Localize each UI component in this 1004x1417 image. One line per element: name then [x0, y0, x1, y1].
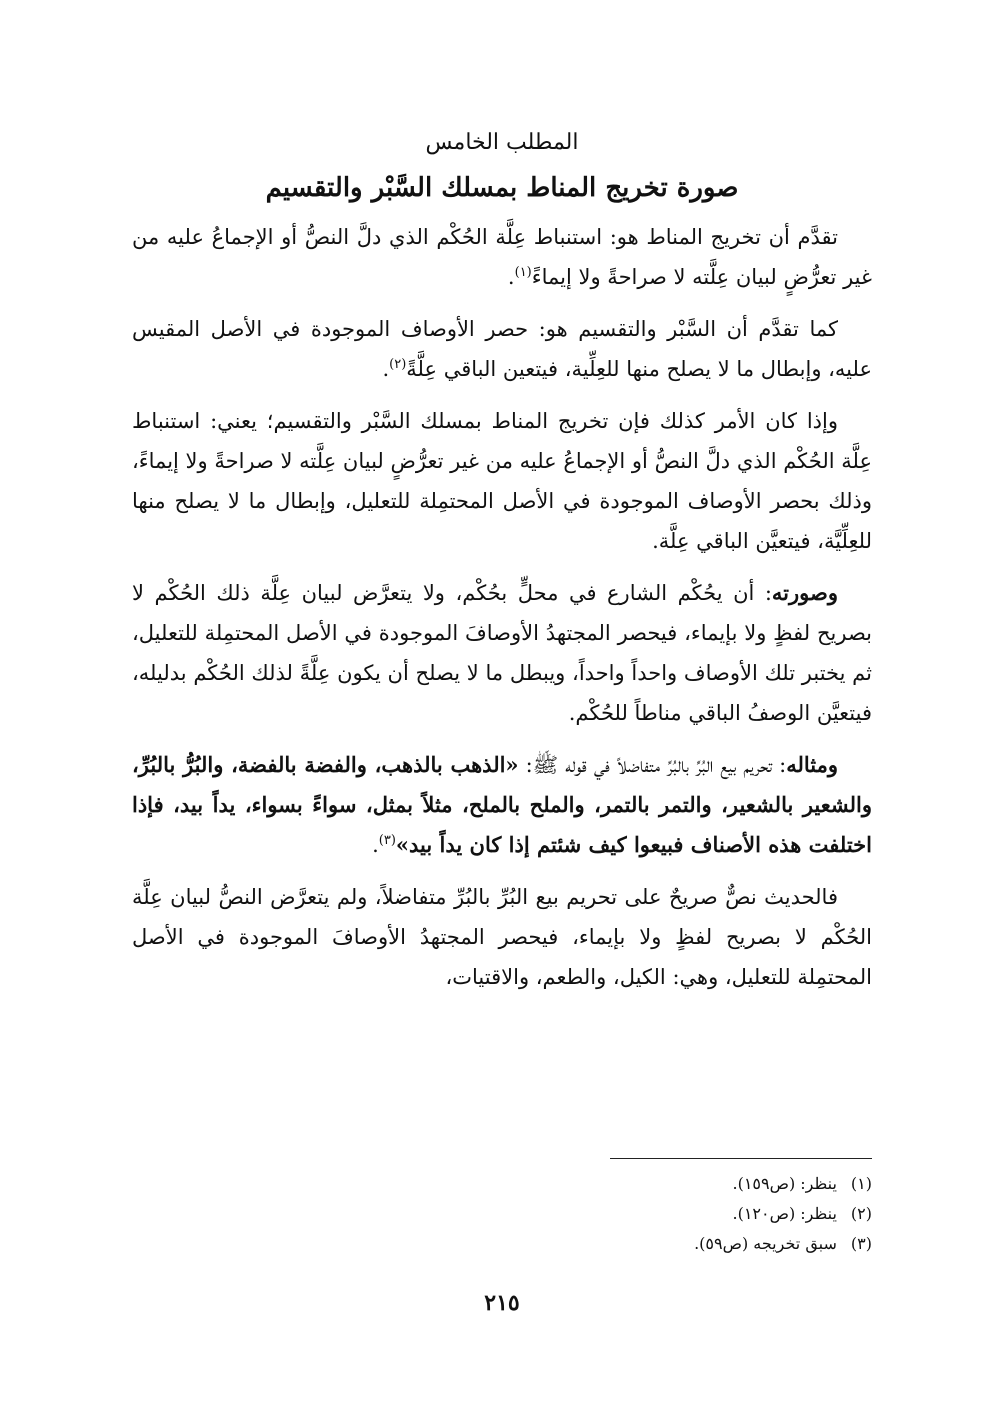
- paragraph-1-text: تقدَّم أن تخريج المناط هو: استنباط عِلَّة الحُكْم الذي دلَّ النصُّ أو الإجماعُ عليه من غير تعرُّضٍ لبيان عِلَّته لا صراحةً ولا إيماءً: [132, 225, 872, 289]
- paragraph-6: [132, 877, 872, 997]
- footnote-3-text: سبق تخريجه (ص٥٩).: [694, 1234, 837, 1253]
- paragraph-3: [132, 401, 872, 561]
- paragraph-2-end: .: [382, 357, 390, 381]
- paragraph-4-text: : أن يحُكْم الشارع في محلٍّ بحُكْم، ولا يتعرَّض لبيان عِلَّة ذلك الحُكْم لا بصريح لفظٍ ولا بإيماء، فيحصر المجتهدُ الأوصافَ الموجودة في الأصل المحتمِلة للتعليل، ثم يختبر تلك الأوصاف واحداً واحداً، ويبطل ما لا يصلح أن يكون عِلَّةً لذلك الحُكْم بدليله، فيتعيَّن الوصفُ الباقي مناطاً للحُكْم.: [132, 581, 872, 725]
- paragraph-1-end: .: [507, 265, 515, 289]
- footnote-3-number: (٣): [850, 1234, 872, 1253]
- main-title: صورة تخريج المناط بمسلك السَّبْر والتقسيم: [265, 173, 739, 203]
- paragraph-4-label: وصورته: [771, 580, 838, 605]
- page-content: [132, 120, 872, 1009]
- page-number: ٢١٥: [484, 1290, 520, 1316]
- footnote-ref-3[interactable]: (٣): [378, 833, 396, 848]
- footnote-ref-2[interactable]: (٢): [389, 357, 407, 372]
- hadith-quote: «الذهب بالذهب، والفضة بالفضة، والبُرُّ بالبُرِّ، والشعير بالشعير، والتمر بالتمر، والملح بالملح، مثلاً بمثل، سواءً بسواء، يداً بيد، فإذا اختلفت هذه الأصناف فبيعوا كيف شئتم إذا كان يداً بيد»: [132, 752, 872, 857]
- paragraph-2: [132, 309, 872, 389]
- footnote-1-text: ينظر: (ص١٥٩).: [732, 1174, 837, 1193]
- paragraph-6-text: فالحديث نصٌّ صريحٌ على تحريم بيع البُرِّ بالبُرِّ متفاضلاً، ولم يتعرَّض النصُّ لبيان عِلَّة الحُكْم لا بصريح لفظٍ ولا بإيماء، فيحصر المجتهدُ الأوصافَ الموجودة في الأصل المحتمِلة للتعليل، وهي: الكيل، والطعم، والاقتيات،: [132, 885, 872, 989]
- footnote-1-number: (١): [850, 1174, 872, 1193]
- footnote-2-text: ينظر: (ص١٢٠).: [732, 1204, 837, 1223]
- paragraph-5-text: : تحريم بيع البُرِّ بالبُرِّ متفاضلاً في قوله ﷺ:: [518, 753, 787, 777]
- paragraph-1: [132, 217, 872, 297]
- paragraph-4: [132, 573, 872, 733]
- footnote-ref-1[interactable]: (١): [514, 265, 532, 280]
- footnote-2: [132, 1199, 872, 1229]
- paragraph-3-text: وإذا كان الأمر كذلك فإن تخريج المناط بمسلك السَّبْر والتقسيم؛ يعني: استنباط عِلَّة الحُكْم الذي دلَّ النصُّ أو الإجماعُ عليه من غير تعرُّضٍ لبيان عِلَّته لا صراحةً ولا إيماءً، وذلك بحصر الأوصاف الموجودة في الأصل المحتمِلة للتعليل، وإبطال ما لا يصلح منها للعِلِّيَّة، فيتعيَّن الباقي عِلَّة.: [132, 409, 872, 553]
- paragraph-5-label: ومثاله: [786, 752, 838, 777]
- paragraph-2-text: كما تقدَّم أن السَّبْر والتقسيم هو: حصر الأوصاف الموجودة في الأصل المقيس عليه، وإبطال ما لا يصلح منها للعِلِّية، فيتعين الباقي عِلَّةً: [132, 317, 872, 381]
- footnote-3: [132, 1229, 872, 1259]
- section-title: المطلب الخامس: [425, 130, 579, 155]
- footnote-1: [132, 1169, 872, 1199]
- paragraph-5: [132, 745, 872, 865]
- footnote-divider: [610, 1158, 872, 1159]
- paragraph-5-end: .: [372, 833, 379, 857]
- footnotes: [132, 1158, 872, 1259]
- footnote-2-number: (٢): [850, 1204, 872, 1223]
